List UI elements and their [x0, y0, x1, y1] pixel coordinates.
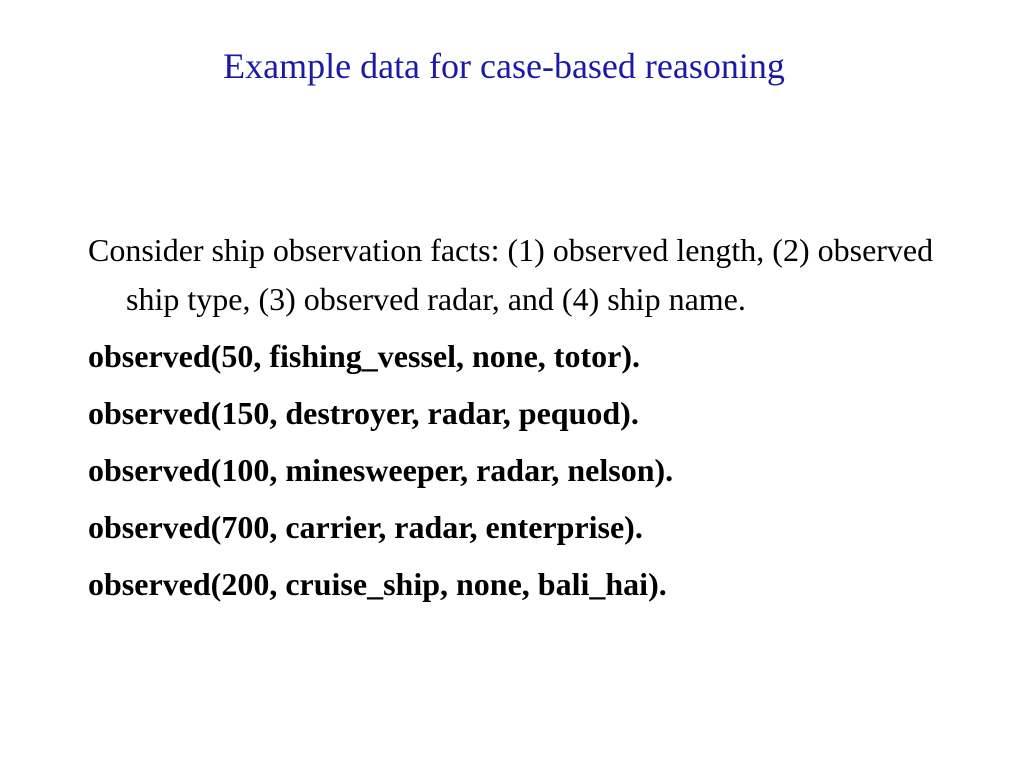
- slide-body: [88, 226, 948, 617]
- fact-line: observed(150, destroyer, radar, pequod).: [88, 395, 639, 431]
- fact-line: observed(100, minesweeper, radar, nelson).: [88, 452, 674, 488]
- fact-line: observed(200, cruise_ship, none, bali_hai).: [88, 566, 667, 602]
- slide-title: Example data for case-based reasoning: [223, 46, 785, 86]
- fact-line: observed(700, carrier, radar, enterprise).: [88, 509, 643, 545]
- intro-paragraph: Consider ship observation facts: (1) observed length, (2) observed ship type, (3) observed radar, and (4) ship name.: [88, 232, 934, 317]
- fact-line: observed(50, fishing_vessel, none, totor).: [88, 338, 640, 374]
